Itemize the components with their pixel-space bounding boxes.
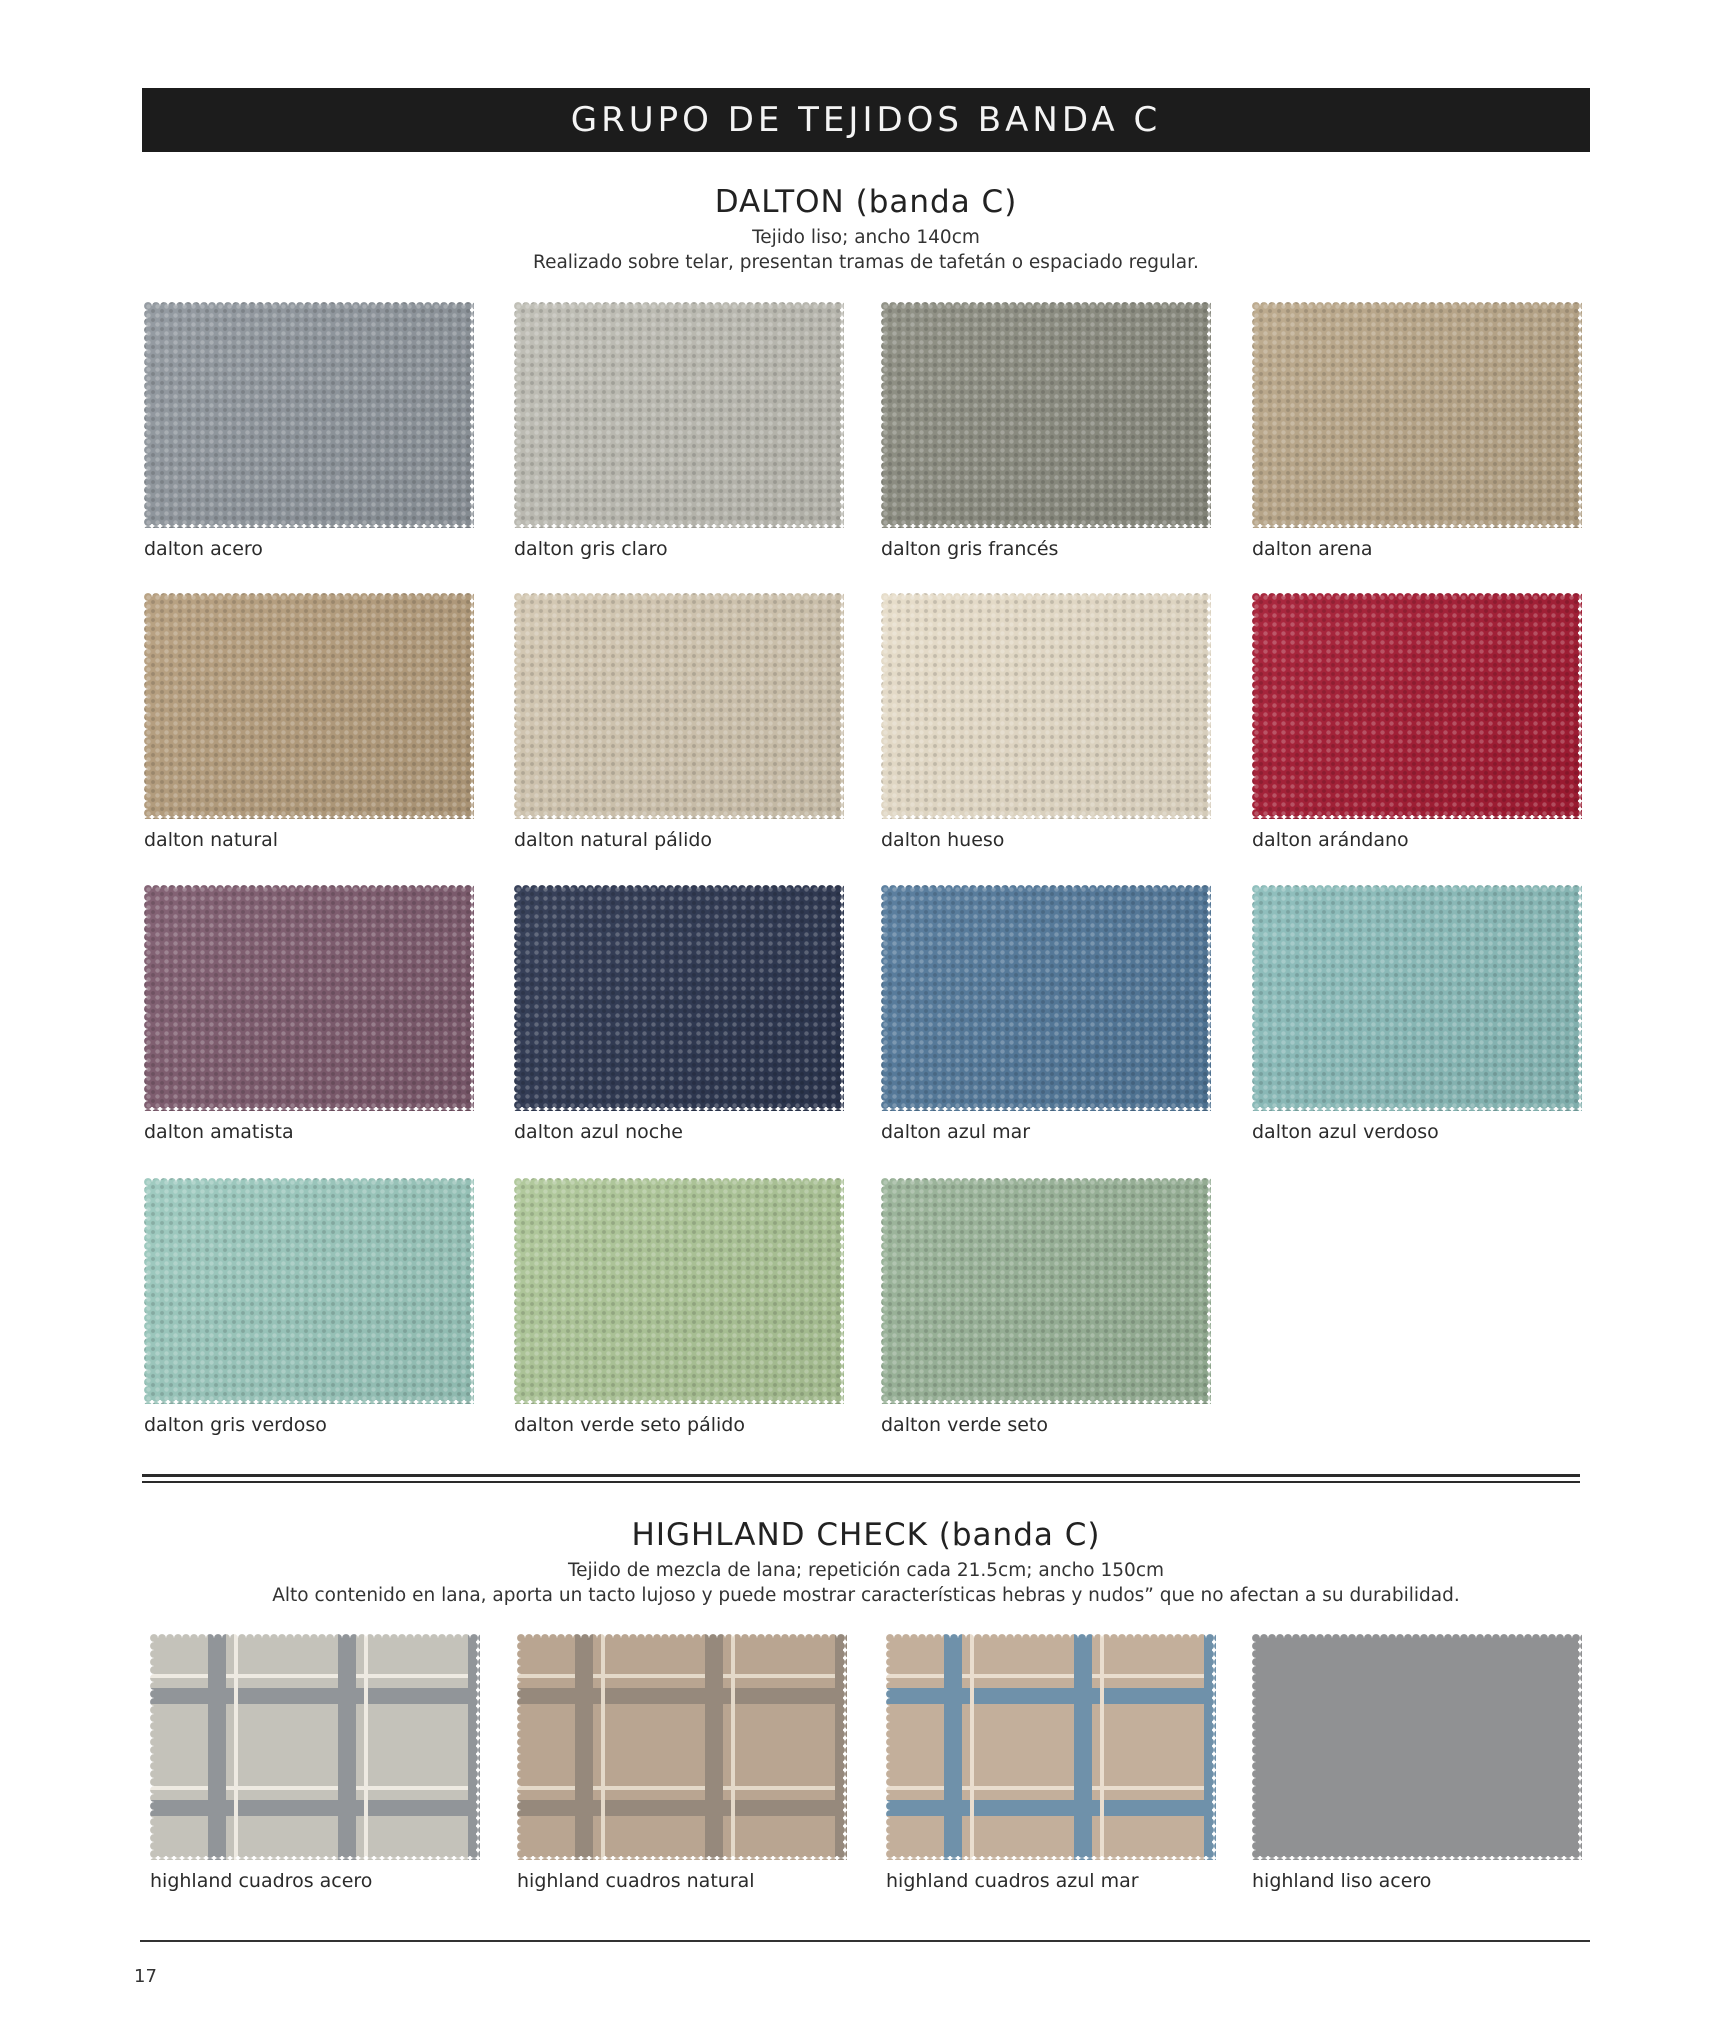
swatch-label: dalton arándano <box>1252 829 1409 851</box>
swatch-label: dalton azul mar <box>881 1121 1031 1143</box>
swatch-image <box>1252 302 1582 528</box>
swatch-label: dalton gris francés <box>881 538 1059 560</box>
dalton-subtitle-width: Tejido liso; ancho 140cm <box>752 227 980 248</box>
fabric-swatch[interactable] <box>1252 1634 1582 1892</box>
swatch-image <box>150 1634 480 1860</box>
fabric-swatch[interactable] <box>886 1634 1216 1892</box>
section-banner <box>142 88 1590 152</box>
swatch-image <box>144 302 474 528</box>
section-divider-bottom <box>142 1481 1580 1483</box>
swatch-image <box>1252 1634 1582 1860</box>
swatch-label: dalton verde seto pálido <box>514 1414 745 1436</box>
dalton-title: DALTON (banda C) <box>714 184 1018 220</box>
swatch-image <box>144 1178 474 1404</box>
fabric-swatch[interactable] <box>514 593 844 851</box>
swatch-image <box>1252 593 1582 819</box>
swatch-label: highland cuadros acero <box>150 1870 373 1892</box>
highland-title: HIGHLAND CHECK (banda C) <box>631 1517 1101 1553</box>
page-number: 17 <box>134 1966 157 1987</box>
swatch-label: highland liso acero <box>1252 1870 1432 1892</box>
swatch-image <box>144 885 474 1111</box>
fabric-swatch[interactable] <box>150 1634 480 1892</box>
section-divider-top <box>142 1474 1580 1477</box>
swatch-image <box>881 1178 1211 1404</box>
swatch-image <box>514 302 844 528</box>
swatch-image <box>881 885 1211 1111</box>
swatch-image <box>514 885 844 1111</box>
swatch-label: dalton azul verdoso <box>1252 1121 1439 1143</box>
swatch-label: dalton azul noche <box>514 1121 683 1143</box>
highland-subtitle-specs: Tejido de mezcla de lana; repetición cada 21.5cm; ancho 150cm <box>567 1560 1165 1581</box>
fabric-swatch[interactable] <box>514 302 844 560</box>
footer-rule <box>140 1940 1590 1942</box>
swatch-image <box>517 1634 847 1860</box>
swatch-label: dalton acero <box>144 538 263 560</box>
dalton-subtitle-description: Realizado sobre telar, presentan tramas de tafetán o espaciado regular. <box>533 252 1199 273</box>
fabric-swatch[interactable] <box>881 1178 1211 1436</box>
swatch-label: highland cuadros azul mar <box>886 1870 1139 1892</box>
fabric-swatch[interactable] <box>144 593 474 851</box>
swatch-label: dalton natural <box>144 829 279 851</box>
fabric-swatch[interactable] <box>514 1178 844 1436</box>
swatch-label: dalton hueso <box>881 829 1005 851</box>
swatch-label: dalton arena <box>1252 538 1373 560</box>
swatch-image <box>881 593 1211 819</box>
fabric-swatch[interactable] <box>1252 302 1582 560</box>
swatch-label: highland cuadros natural <box>517 1870 755 1892</box>
fabric-swatch[interactable] <box>517 1634 847 1892</box>
swatch-image <box>144 593 474 819</box>
swatch-image <box>514 1178 844 1404</box>
fabric-swatch[interactable] <box>1252 885 1582 1143</box>
swatch-image <box>1252 885 1582 1111</box>
swatch-label: dalton amatista <box>144 1121 294 1143</box>
highland-subtitle-description: Alto contenido en lana, aporta un tacto lujoso y puede mostrar características hebras y nudos” que no afectan a su durabilidad. <box>272 1585 1460 1606</box>
fabric-swatch[interactable] <box>144 1178 474 1436</box>
fabric-swatch[interactable] <box>514 885 844 1143</box>
swatch-label: dalton verde seto <box>881 1414 1049 1436</box>
swatch-label: dalton gris verdoso <box>144 1414 327 1436</box>
fabric-swatch[interactable] <box>881 593 1211 851</box>
fabric-swatch[interactable] <box>881 885 1211 1143</box>
swatch-image <box>886 1634 1216 1860</box>
banner-title: GRUPO DE TEJIDOS BANDA C <box>570 100 1162 140</box>
swatch-label: dalton natural pálido <box>514 829 713 851</box>
swatch-label: dalton gris claro <box>514 538 668 560</box>
swatch-image <box>514 593 844 819</box>
fabric-swatch[interactable] <box>144 885 474 1143</box>
swatch-image <box>881 302 1211 528</box>
fabric-swatch[interactable] <box>881 302 1211 560</box>
fabric-swatch[interactable] <box>144 302 474 560</box>
fabric-swatch[interactable] <box>1252 593 1582 851</box>
